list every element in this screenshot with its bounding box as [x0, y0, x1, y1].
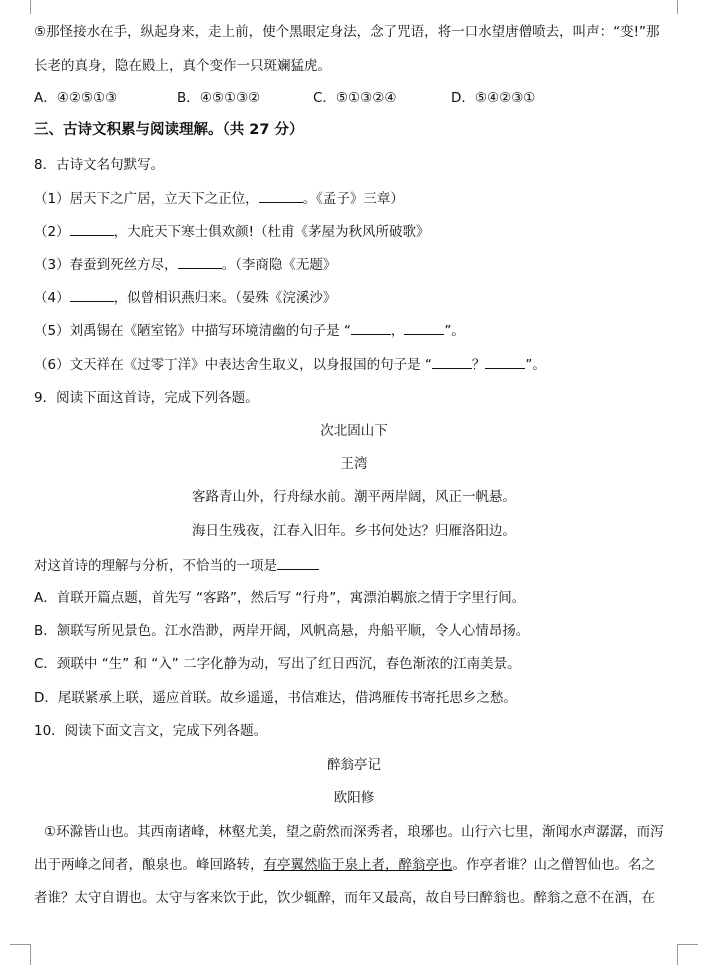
q9-option-c: C．颈联中 “生” 和 “入” 二字化静为动，写出了红日西沉，春色渐浓的江南美景。	[34, 656, 521, 672]
prose-author: 欧阳修	[333, 790, 375, 806]
poem-title: 次北固山下	[320, 423, 388, 439]
q8-6-text-a: （6）文天祥在《过零丁洋》中表达舍生取义，以身报国的句子是 “	[34, 357, 432, 373]
q8-6-separator: ？	[471, 357, 486, 373]
prose-line-2	[34, 855, 682, 875]
answer-blank[interactable]	[277, 555, 319, 570]
passage-line-1: ⑤那怪接水在手，纵起身来，走上前，使个黑眼定身法，念了咒语，将一口水望唐僧喷去，叫声：“变!”那	[34, 24, 660, 40]
q9-stem-text: 对这首诗的理解与分析，不恰当的一项是	[34, 558, 277, 574]
q8-item-1	[34, 188, 682, 209]
answer-blank[interactable]	[432, 354, 472, 369]
q7-option-c: C．⑤①③②④	[313, 90, 397, 106]
q8-5-text-b: ”。	[444, 323, 465, 339]
q8-3-text-a: （3）春蚕到死丝方尽，	[34, 257, 178, 273]
q8-4-text-a: （4）	[34, 290, 70, 306]
q8-item-3	[34, 254, 682, 275]
crop-mark-bottom-left	[10, 944, 31, 965]
q7-options	[34, 88, 682, 108]
answer-blank[interactable]	[404, 320, 444, 335]
poem-author: 王湾	[340, 456, 368, 472]
answer-blank[interactable]	[178, 254, 222, 269]
prose-line-1: ①环滁皆山也。其西南诸峰，林壑尤美，望之蔚然而深秀者，琅琊也。山行六七里，渐闻水声潺潺，而泻	[44, 824, 664, 840]
q8-item-5	[34, 320, 682, 341]
q8-2-text-b: ，大庇天下寒士俱欢颜!（杜甫《茅屋为秋风所破歌》	[113, 224, 430, 240]
q7-option-a: A．④②⑤①③	[34, 90, 118, 106]
q10-title: 10．阅读下面文言文，完成下列各题。	[34, 723, 268, 739]
answer-blank[interactable]	[70, 221, 114, 236]
q8-4-text-b: ，似曾相识燕归来。（晏殊《浣溪沙》	[113, 290, 337, 306]
prose-line-2-text-a: 出于两峰之间者，酿泉也。峰回路转，	[34, 857, 264, 873]
poem-line-1: 客路青山外，行舟绿水前。潮平两岸阔，风正一帆悬。	[192, 489, 516, 505]
q8-3-text-b: 。（李商隐《无题》	[221, 257, 337, 273]
answer-blank[interactable]	[485, 354, 525, 369]
q9-option-b: B．颔联写所见景色。江水浩渺，两岸开阔，风帆高悬，舟船平顺，令人心情昂扬。	[34, 623, 530, 639]
q8-title: 8．古诗文名句默写。	[34, 157, 165, 173]
answer-blank[interactable]	[351, 320, 391, 335]
prose-line-3: 者谁？太守自谓也。太守与客来饮于此，饮少辄醉，而年又最高，故自号曰醉翁也。醉翁之意不在酒，在	[34, 890, 655, 906]
q8-item-6	[34, 354, 682, 375]
q9-title: 9．阅读下面这首诗，完成下列各题。	[34, 390, 259, 406]
q8-6-text-b: ”。	[525, 357, 546, 373]
crop-mark-bottom-right	[677, 944, 698, 965]
passage-line-2: 长老的真身，隐在殿上，真个变作一只斑斓猛虎。	[34, 58, 331, 74]
prose-line-2-text-b: 。作亭者谁？山之僧智仙也。名之	[452, 857, 655, 873]
q7-option-b: B．④⑤①③②	[177, 90, 261, 106]
q9-option-a: A．首联开篇点题，首先写 “客路”，然后写 “行舟”，寓漂泊羁旅之情于字里行间。	[34, 590, 526, 606]
q8-2-text-a: （2）	[34, 224, 70, 240]
q8-1-text-b: 。《孟子》三章）	[302, 191, 404, 207]
poem-line-2: 海日生残夜，江春入旧年。乡书何处达？归雁洛阳边。	[192, 523, 516, 539]
answer-blank[interactable]	[259, 188, 303, 203]
q8-5-separator: ，	[390, 323, 405, 339]
q9-option-d: D．尾联紧承上联，遥应首联。故乡遥遥，书信难达，借鸿雁传书寄托思乡之愁。	[34, 690, 517, 706]
crop-mark-top-right	[677, 0, 692, 14]
section-heading: 三、古诗文积累与阅读理解。（共 27 分）	[34, 122, 304, 138]
q8-item-2	[34, 221, 682, 242]
answer-blank[interactable]	[70, 287, 114, 302]
q9-stem	[34, 555, 682, 576]
q8-1-text-a: （1）居天下之广居，立天下之正位，	[34, 191, 259, 207]
q8-item-4	[34, 287, 682, 308]
crop-mark-top-left	[10, 0, 31, 14]
q8-5-text-a: （5）刘禹锡在《陋室铭》中描写环境清幽的句子是 “	[34, 323, 351, 339]
prose-title: 醉翁亭记	[327, 757, 381, 773]
q7-option-d: D．⑤④②③①	[451, 90, 536, 106]
underlined-sentence: 有亭翼然临于泉上者，醉翁亭也	[263, 857, 453, 873]
